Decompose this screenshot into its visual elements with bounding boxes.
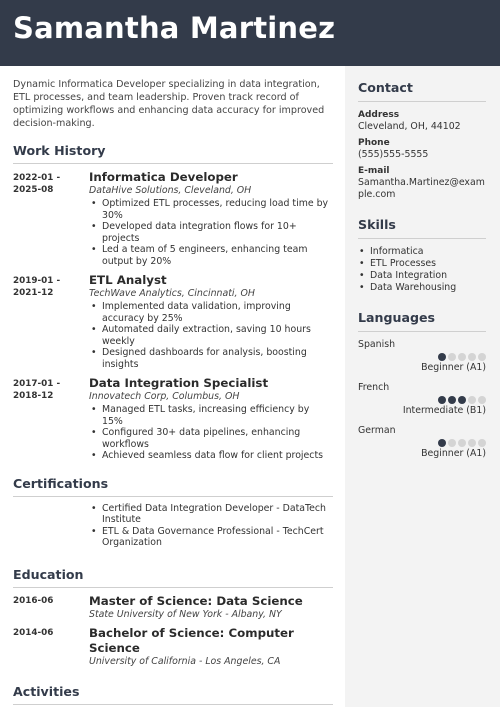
education-section [13, 567, 333, 668]
rating-dot-filled [438, 439, 446, 447]
certification-item: • ETL & Data Governance Professional - TechCert Organization [89, 526, 333, 549]
job-company: Innovatech Corp, Columbus, OH [89, 391, 240, 402]
language-entry [358, 339, 486, 374]
job-bullets [89, 301, 333, 370]
language-level: Beginner (A1) [421, 448, 486, 459]
job-entry [13, 273, 333, 370]
skill-item: • ETL Processes [358, 258, 486, 270]
certifications-heading: Certifications [13, 476, 333, 497]
language-name: French [358, 382, 390, 393]
rating-dot-empty [478, 396, 486, 404]
skills-section [358, 217, 486, 294]
job-bullet: • Automated daily extraction, saving 10 hours weekly [89, 324, 333, 347]
job-end-date: 2025-08 [13, 185, 54, 195]
language-entry [358, 425, 486, 460]
rating-dot-filled [448, 396, 456, 404]
phone-value: (555)555-5555 [358, 149, 429, 160]
professional-summary: Dynamic Informatica Developer specializing in data integration, ETL processes, and team leadership. Proven track record of optimizing workflows and enhancing data accuracy for improved decision-making. [13, 79, 325, 129]
job-title: Data Integration Specialist [89, 376, 269, 390]
job-dates [13, 275, 83, 299]
education-school: University of California - Los Angeles, CA [89, 655, 281, 667]
skills-heading: Skills [358, 217, 486, 239]
rating-dot-empty [478, 353, 486, 361]
rating-dot-empty [458, 439, 466, 447]
work-history-heading: Work History [13, 143, 333, 164]
skills-list [358, 246, 486, 294]
certifications-section [13, 476, 333, 549]
language-rating [358, 396, 486, 404]
education-school: State University of New York - Albany, NY [89, 608, 282, 620]
email-value[interactable]: Samantha.Martinez@example.com [358, 177, 485, 200]
job-bullet: • Configured 30+ data pipelines, enhancing workflows [89, 427, 333, 450]
language-name: German [358, 425, 396, 436]
language-entry [358, 382, 486, 417]
job-title: Informatica Developer [89, 170, 238, 184]
languages-heading: Languages [358, 310, 486, 332]
language-name: Spanish [358, 339, 396, 350]
rating-dot-empty [458, 353, 466, 361]
job-end-date: 2021-12 [13, 288, 54, 298]
contact-section [358, 80, 486, 205]
job-bullet: • Optimized ETL processes, reducing load time by 30% [89, 198, 333, 221]
skill-item: • Informatica [358, 246, 486, 258]
rating-dot-empty [468, 439, 476, 447]
job-bullet: • Managed ETL tasks, increasing efficiency by 15% [89, 404, 333, 427]
job-bullet: • Implemented data validation, improving accuracy by 25% [89, 301, 333, 324]
job-bullets [89, 404, 333, 462]
education-degree: Bachelor of Science: Computer Science [89, 625, 294, 655]
main-column [13, 78, 333, 707]
rating-dot-filled [438, 353, 446, 361]
rating-dot-filled [438, 396, 446, 404]
certifications-list [89, 503, 333, 549]
rating-dot-empty [448, 439, 456, 447]
skill-item: • Data Warehousing [358, 282, 486, 294]
education-date: 2014-06 [13, 627, 54, 638]
job-company: TechWave Analytics, Cincinnati, OH [89, 288, 255, 299]
education-heading: Education [13, 567, 333, 588]
education-date: 2016-06 [13, 595, 54, 606]
header-banner [0, 0, 500, 66]
rating-dot-filled [458, 396, 466, 404]
languages-section [358, 310, 486, 468]
education-entry [13, 594, 333, 621]
language-level: Intermediate (B1) [402, 405, 486, 416]
job-start-date: 2019-01 - [13, 276, 61, 286]
job-start-date: 2022-01 - [13, 173, 61, 183]
education-entry [13, 626, 333, 668]
rating-dot-empty [478, 439, 486, 447]
candidate-name: Samantha Martinez [13, 11, 336, 45]
job-start-date: 2017-01 - [13, 379, 61, 389]
certification-item: • Certified Data Integration Developer - DataTech Institute [89, 503, 333, 526]
language-level: Beginner (A1) [421, 362, 486, 373]
job-dates [13, 378, 83, 402]
job-entry [13, 376, 333, 462]
activities-heading: Activities [13, 684, 333, 705]
education-degree: Master of Science: Data Science [89, 593, 303, 608]
job-company: DataHive Solutions, Cleveland, OH [89, 185, 252, 196]
activities-section [13, 684, 333, 705]
job-bullet: • Designed dashboards for analysis, boosting insights [89, 347, 333, 370]
contact-heading: Contact [358, 80, 486, 102]
email-label: E-mail [358, 166, 390, 176]
job-end-date: 2018-12 [13, 391, 54, 401]
work-history-section [13, 143, 333, 462]
job-entry [13, 170, 333, 267]
address-label: Address [358, 110, 400, 120]
job-title: ETL Analyst [89, 273, 167, 287]
language-rating [358, 439, 486, 447]
job-bullet: • Achieved seamless data flow for client projects [89, 450, 333, 462]
rating-dot-empty [448, 353, 456, 361]
job-dates [13, 172, 83, 196]
rating-dot-empty [468, 396, 476, 404]
skill-item: • Data Integration [358, 270, 486, 282]
job-bullet: • Led a team of 5 engineers, enhancing team output by 20% [89, 244, 333, 267]
job-bullets [89, 198, 333, 267]
address-value: Cleveland, OH, 44102 [358, 121, 461, 132]
language-rating [358, 353, 486, 361]
job-bullet: • Developed data integration flows for 10+ projects [89, 221, 333, 244]
phone-label: Phone [358, 138, 390, 148]
rating-dot-empty [468, 353, 476, 361]
